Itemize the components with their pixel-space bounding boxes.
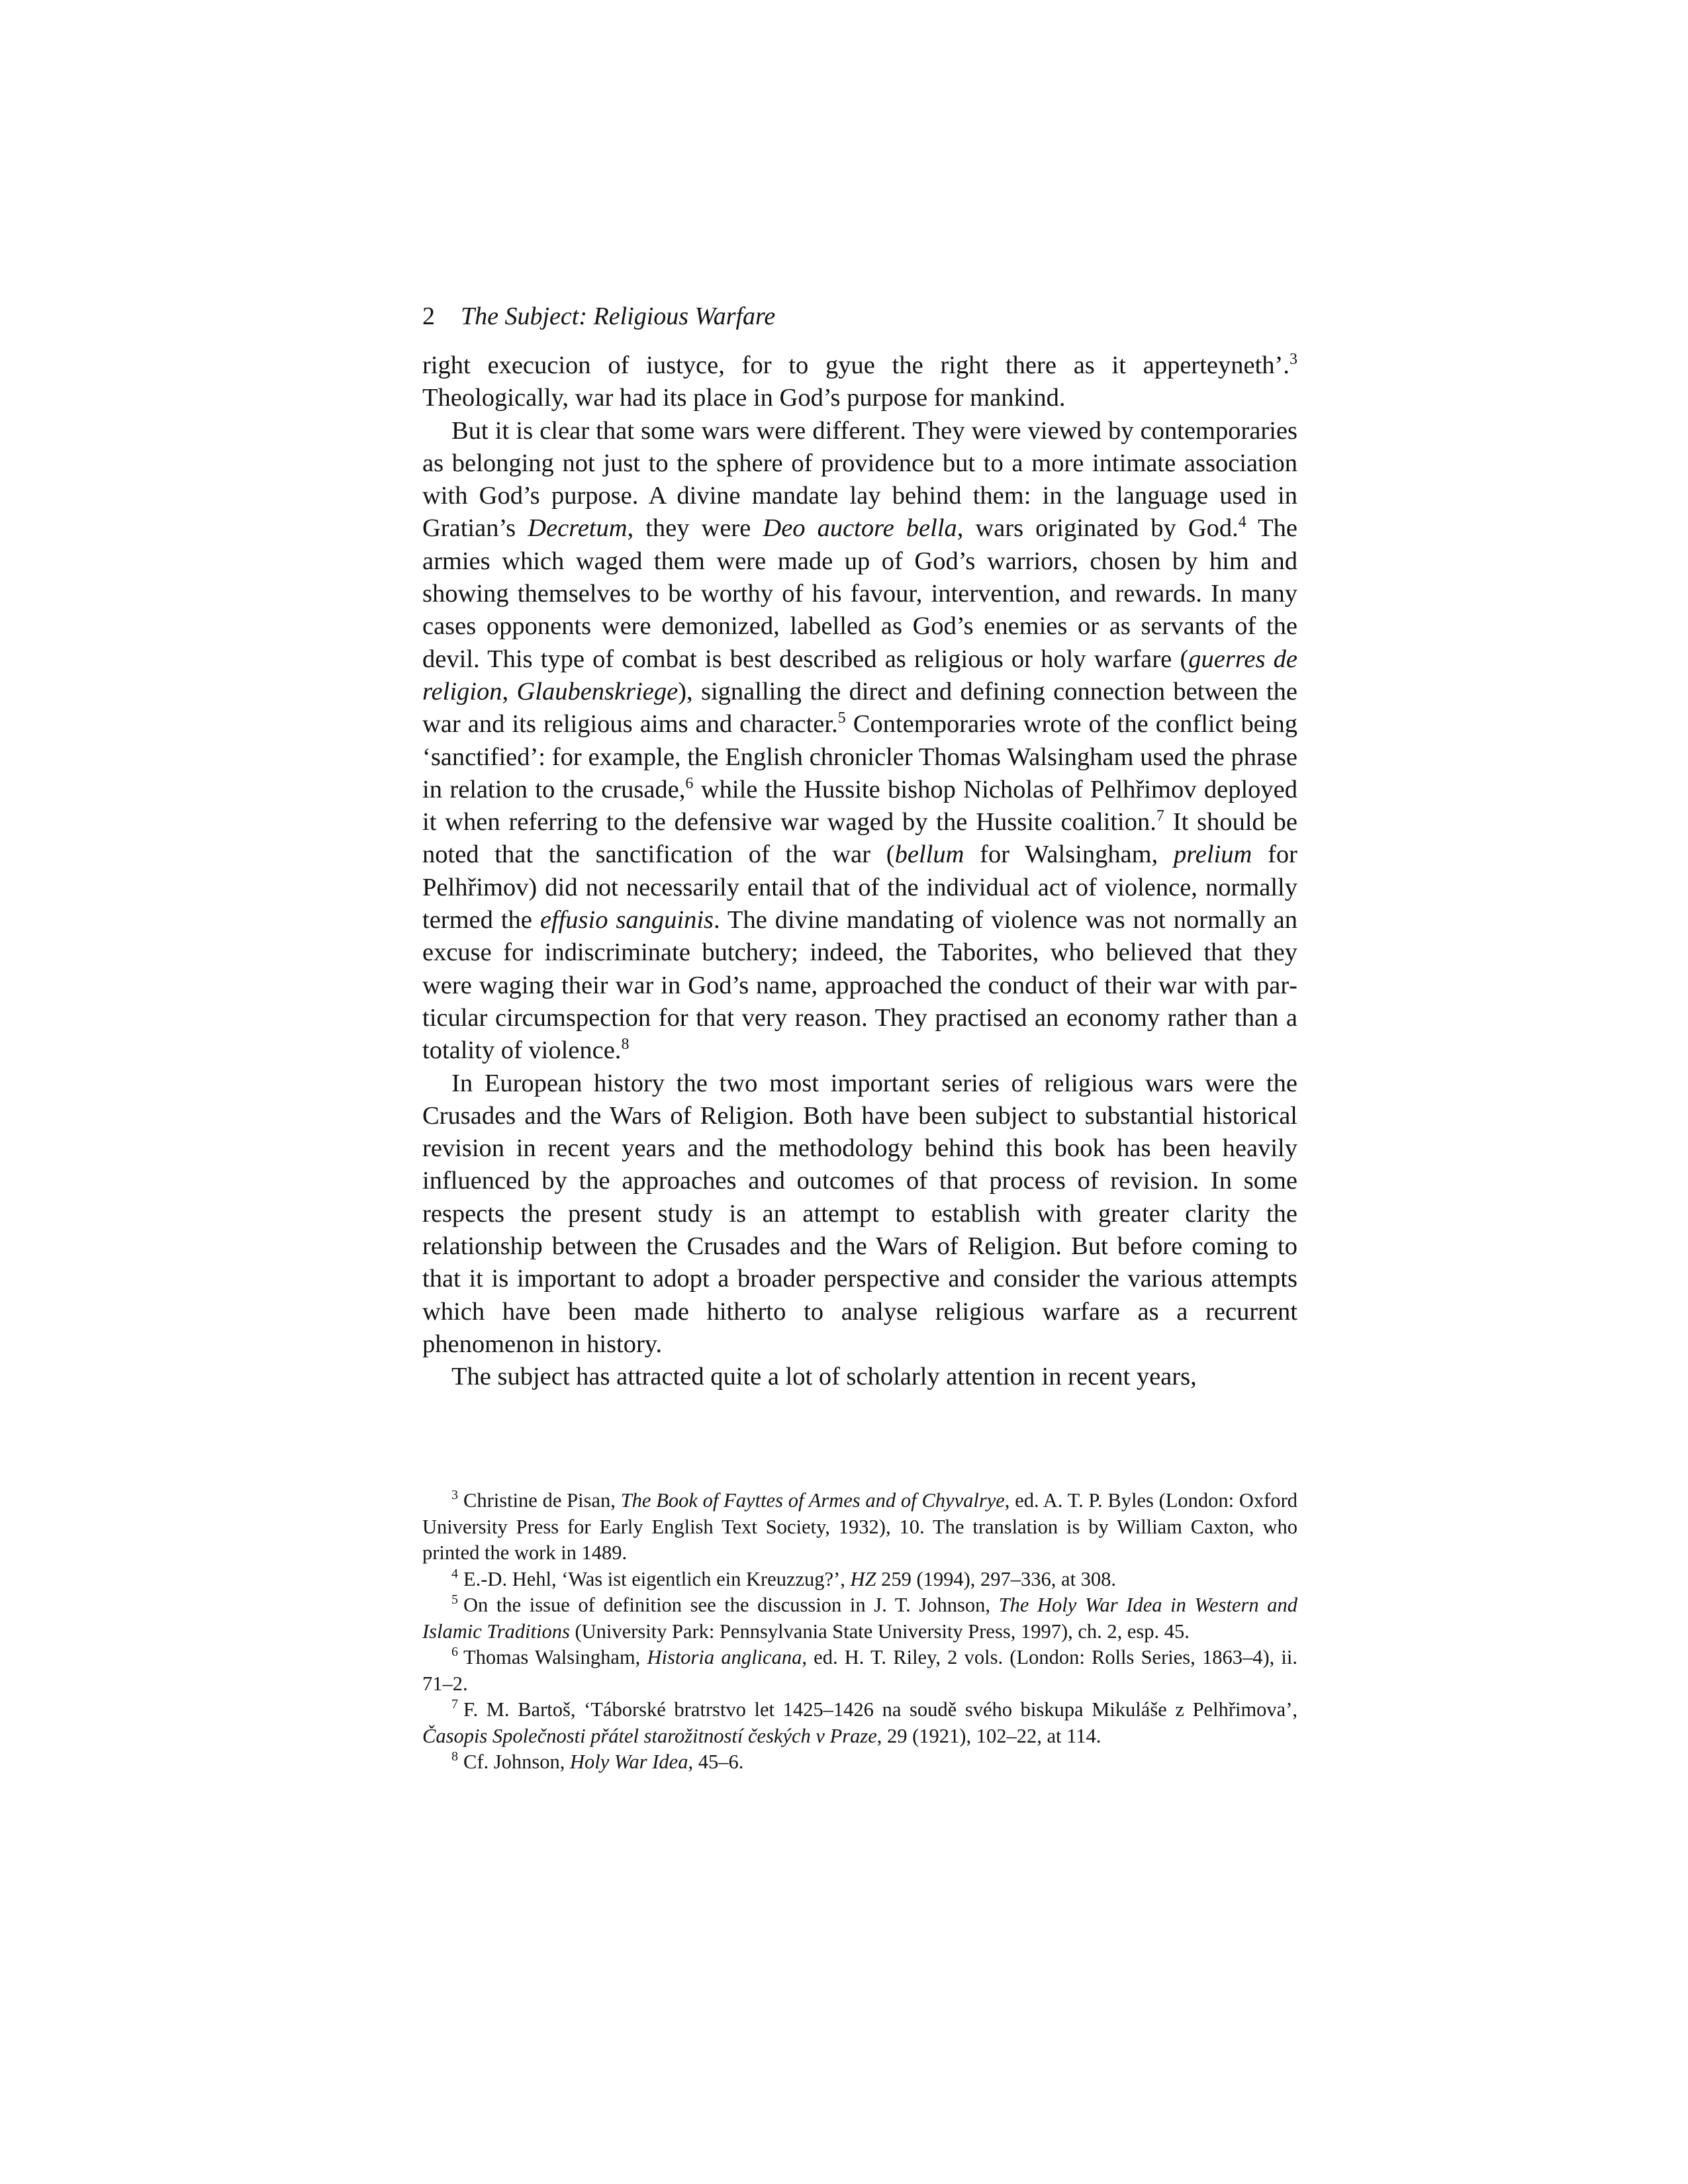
footnote-ref-3: 3	[1289, 351, 1297, 368]
footnote-8: $^8$ Cf. Johnson, Holy War Idea, 45–6.	[451, 1749, 744, 1773]
footnote-ref-6: 6	[685, 774, 694, 792]
running-head	[422, 296, 1297, 336]
footnote-4: $^4$ E.-D. Hehl, ‘Was ist eigentlich ein Kreuzzug?’, HZ 259 (1994), 297–336, at 308.	[451, 1566, 1117, 1590]
footnote-7: $^7$ F. M. Bartoš, ‘Táborské bratrstvo let 1425–1426 na soudě svého biskupa Mikuláše z Pelhřimova’, Časopis Společnosti přátel starožitností českých v Praze, 29 (1921), 102–22, at 114.	[422, 1697, 1297, 1747]
footnote-ref-4: 4	[1238, 514, 1246, 531]
paragraph-4: The subject has attracted quite a lot of scholarly attention in recent years,	[451, 1363, 1197, 1391]
footnote-6: $^6$ Thomas Walsingham, Historia anglicana, ed. H. T. Riley, 2 vols. (London: Rolls Series, 1863–4), ii. 71–2.	[422, 1645, 1298, 1695]
paragraph-3: In European history the two most important series of religious wars were the Crusades and the Wars of Religion. Both have been subject to substantial historical revision in recent years and the methodology behind this book has been heavily influenced by the approaches and outcomes of that process of revision. In some respects the present study is an attempt to establish with greater clarity the relationship between the Crusades and the Wars of Religion. But before coming to that it is important to adopt a broader perspective and consider the various attempts which have been made hitherto to analyse religious warfare as a recurrent phenomenon in history.	[422, 1069, 1297, 1358]
footnotes	[422, 1488, 1297, 1776]
running-head-title: The Subject: Religious Warfare	[461, 302, 776, 330]
paragraph-2: But it is clear that some wars were different. They were viewed by contemporaries as belonging not just to the sphere of providence but to a more intimate association with God’s purpose. A divine mandate lay behind them: in the language used in Gratian’s Decretum, they were Deo auctore bella, wars originated by God.$^4$ The armies which waged them were made up of God’s warriors, chosen by him and showing themselves to be worthy of his favour, intervention, and rewards. In many cases opponents were demonized, labelled as God’s enemies or as servants of the devil. This type of combat is best described as religious or holy warfare (guerres de religion, Glaubenskriege), signalling the direct and defining connection between the war and its religious aims and character.$^5$ Contemporaries wrote of the conflict being ‘sanctified’: for example, the English chronicler Thomas Walsingham used the phrase in relation to the crusade,$^6$ while the Hussite bishop Nicholas of Pelhřimov deployed it when referring to the defensive war waged by the Hussite coalition.$^7$ It should be noted that the sanctification of the war (bellum for Walsingham, prelium for Pelhřimov) did not necessarily entail that of the individual act of violence, normally termed the effusio sanguinis. The divine mandating of violence was not normally an excuse for indiscriminate butchery; indeed, the Taborites, who believed that they were waging their war in God’s name, approached the conduct of their war with particular circumspection for that very reason. They practised an economy rather than a totality of violence.$^8$	[422, 416, 1298, 1065]
body-text	[422, 349, 1297, 1394]
paragraph-1: right execucion of iustyce, for to gyue the right there as it apperteyneth’.$^3$ Theologically, war had its place in God’s purpose for mankind.	[422, 351, 1297, 412]
footnote-ref-5: 5	[837, 709, 846, 727]
footnote-ref-8: 8	[621, 1036, 630, 1054]
page-content	[422, 296, 1297, 1394]
footnote-ref-7: 7	[1156, 807, 1164, 825]
footnote-3: $^3$ Christine de Pisan, The Book of Fayttes of Armes and of Chyvalrye, ed. A. T. P. Byles (London: Oxford University Press for Early English Text Society, 1932), 10. The translation is by William Caxton, who printed the work in 1489.	[422, 1488, 1297, 1564]
page-number: 2	[422, 302, 435, 330]
footnote-5: $^5$ On the issue of definition see the discussion in J. T. Johnson, The Holy War Idea in Western and Islamic Traditions (University Park: Pennsylvania State University Press, 1997), ch. 2, esp. 45.	[422, 1592, 1298, 1643]
